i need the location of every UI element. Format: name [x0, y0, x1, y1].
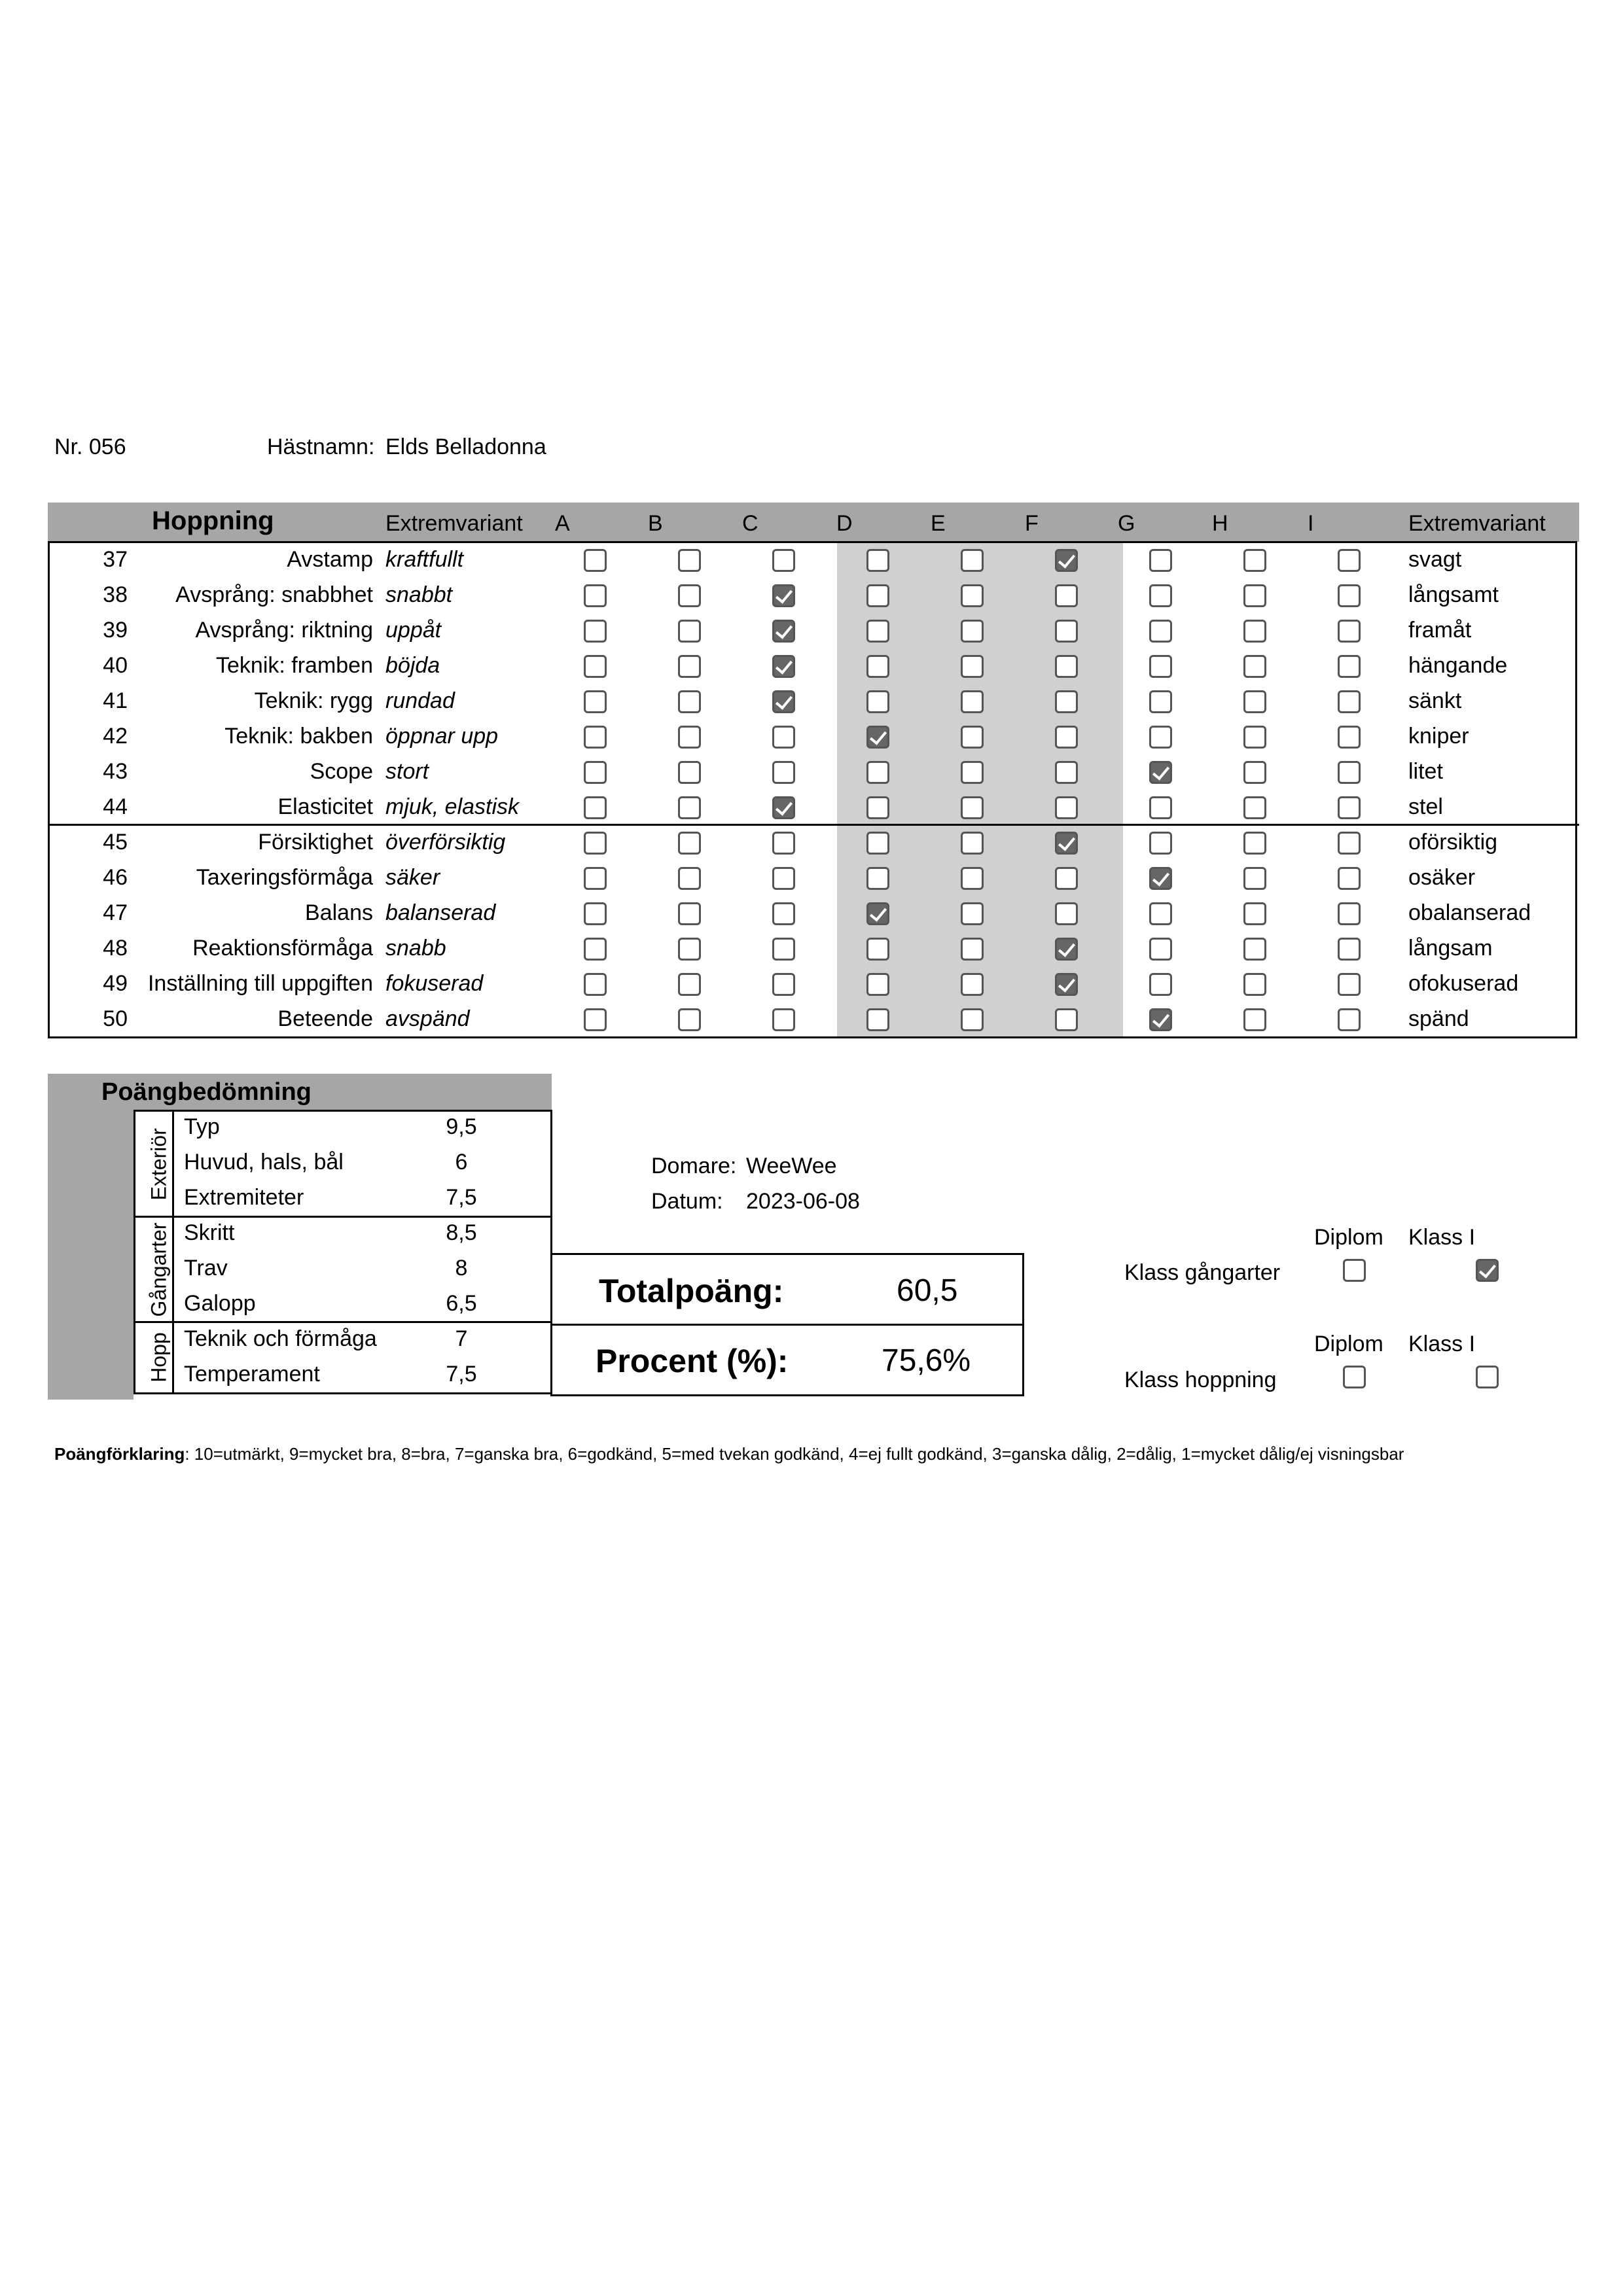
row-left-extreme: snabbt [385, 582, 453, 607]
row-right-extreme: spänd [1408, 1006, 1469, 1031]
grade-checkbox-g[interactable] [1149, 796, 1172, 819]
grade-checkbox-b[interactable] [678, 549, 701, 572]
grade-checkbox-a[interactable] [584, 832, 607, 855]
grade-checkbox-i[interactable] [1338, 938, 1361, 961]
group-label-hopp: Hopp [147, 1332, 171, 1383]
score-item-label: Trav [184, 1256, 228, 1280]
grade-column-header: F [1025, 511, 1039, 536]
grade-checkbox-g[interactable] [1149, 761, 1172, 784]
grade-checkbox-c[interactable] [772, 1008, 795, 1031]
grade-checkbox-d[interactable] [866, 655, 889, 678]
row-right-extreme: ofokuserad [1408, 971, 1519, 996]
grade-checkbox-g[interactable] [1149, 902, 1172, 925]
row-left-extreme: böjda [385, 653, 440, 678]
grade-checkbox-a[interactable] [584, 902, 607, 925]
grade-checkbox-h[interactable] [1243, 655, 1266, 678]
row-label: Avstamp [287, 547, 373, 572]
grade-checkbox-a[interactable] [584, 690, 607, 713]
row-number: 49 [103, 971, 128, 996]
grade-checkbox-c[interactable] [772, 549, 795, 572]
grade-checkbox-i[interactable] [1338, 690, 1361, 713]
grade-checkbox-g[interactable] [1149, 938, 1172, 961]
grade-checkbox-e[interactable] [961, 761, 984, 784]
grade-checkbox-b[interactable] [678, 832, 701, 855]
grade-checkbox-c[interactable] [772, 973, 795, 996]
row-right-extreme: obalanserad [1408, 900, 1531, 925]
grade-checkbox-e[interactable] [961, 796, 984, 819]
score-item-value: 7 [455, 1326, 468, 1351]
grade-checkbox-d[interactable] [866, 832, 889, 855]
score-item-label: Extremiteter [184, 1185, 304, 1210]
grade-checkbox-g[interactable] [1149, 867, 1172, 890]
grade-column-header: C [742, 511, 758, 536]
row-label: Scope [310, 759, 373, 784]
left-extreme-header: Extremvariant [385, 511, 523, 536]
grade-checkbox-b[interactable] [678, 902, 701, 925]
grade-checkbox-f[interactable] [1055, 584, 1078, 607]
datum-label: Datum: [651, 1189, 723, 1214]
klass-hoppning-klass1-checkbox[interactable] [1476, 1366, 1499, 1388]
grade-checkbox-d[interactable] [866, 761, 889, 784]
grade-checkbox-i[interactable] [1338, 620, 1361, 643]
grade-checkbox-f[interactable] [1055, 549, 1078, 572]
row-label: Avsprång: snabbhet [175, 582, 373, 607]
grade-checkbox-c[interactable] [772, 902, 795, 925]
horse-name-label: Hästnamn: [267, 434, 375, 459]
procent-value: 75,6% [882, 1343, 971, 1378]
grade-checkbox-d[interactable] [866, 549, 889, 572]
horse-name-value: Elds Belladonna [385, 434, 546, 459]
group-label-gangarter: Gångarter [147, 1222, 171, 1317]
total-value: 60,5 [897, 1273, 958, 1308]
grade-checkbox-d[interactable] [866, 902, 889, 925]
procent-label: Procent (%): [596, 1343, 789, 1379]
score-item-label: Skritt [184, 1220, 235, 1245]
grade-checkbox-f[interactable] [1055, 796, 1078, 819]
row-left-extreme: balanserad [385, 900, 496, 925]
grade-checkbox-h[interactable] [1243, 690, 1266, 713]
grade-checkbox-c[interactable] [772, 620, 795, 643]
grade-checkbox-f[interactable] [1055, 761, 1078, 784]
grade-checkbox-e[interactable] [961, 655, 984, 678]
grade-checkbox-b[interactable] [678, 867, 701, 890]
grade-checkbox-e[interactable] [961, 549, 984, 572]
score-item-value: 8,5 [446, 1220, 477, 1245]
grade-checkbox-c[interactable] [772, 726, 795, 749]
grade-checkbox-h[interactable] [1243, 796, 1266, 819]
hoppning-header-bar [48, 503, 1579, 542]
score-legend-title: Poängförklaring [54, 1444, 185, 1464]
row-right-extreme: litet [1408, 759, 1443, 784]
grade-checkbox-d[interactable] [866, 938, 889, 961]
row-right-extreme: stel [1408, 794, 1443, 819]
score-legend-text: : 10=utmärkt, 9=mycket bra, 8=bra, 7=ganska bra, 6=godkänd, 5=med tvekan godkänd, 4=ej fullt godkänd, 3=ganska dålig, 2=dålig, 1=mycket dålig/ej visningsbar [185, 1444, 1404, 1464]
grade-checkbox-g[interactable] [1149, 690, 1172, 713]
grade-checkbox-d[interactable] [866, 973, 889, 996]
row-right-extreme: långsamt [1408, 582, 1499, 607]
grade-checkbox-g[interactable] [1149, 620, 1172, 643]
row-left-extreme: mjuk, elastisk [385, 794, 520, 819]
grade-checkbox-i[interactable] [1338, 902, 1361, 925]
row-left-extreme: avspänd [385, 1006, 470, 1031]
grade-checkbox-g[interactable] [1149, 655, 1172, 678]
grade-checkbox-g[interactable] [1149, 832, 1172, 855]
grade-checkbox-e[interactable] [961, 938, 984, 961]
grade-checkbox-g[interactable] [1149, 549, 1172, 572]
klass-hoppning-label: Klass hoppning [1124, 1368, 1277, 1392]
grade-checkbox-i[interactable] [1338, 655, 1361, 678]
row-number: 47 [103, 900, 128, 925]
grade-checkbox-f[interactable] [1055, 867, 1078, 890]
grade-column-header: B [648, 511, 663, 536]
grade-checkbox-i[interactable] [1338, 867, 1361, 890]
grade-checkbox-b[interactable] [678, 1008, 701, 1031]
grade-checkbox-i[interactable] [1338, 832, 1361, 855]
row-number: 46 [103, 865, 128, 890]
grade-checkbox-i[interactable] [1338, 549, 1361, 572]
score-item-value: 7,5 [446, 1185, 477, 1210]
grade-checkbox-a[interactable] [584, 973, 607, 996]
row-left-extreme: rundad [385, 688, 455, 713]
group-name-separator [172, 1110, 174, 1394]
grade-checkbox-f[interactable] [1055, 832, 1078, 855]
row-number: 45 [103, 830, 128, 855]
grade-checkbox-e[interactable] [961, 620, 984, 643]
total-label: Totalpoäng: [599, 1273, 784, 1309]
hoppning-title: Hoppning [152, 506, 274, 535]
grade-checkbox-h[interactable] [1243, 761, 1266, 784]
grade-checkbox-a[interactable] [584, 1008, 607, 1031]
row-label: Teknik: rygg [254, 688, 373, 713]
grade-checkbox-e[interactable] [961, 690, 984, 713]
grade-checkbox-a[interactable] [584, 867, 607, 890]
klass1-header-2: Klass I [1408, 1332, 1476, 1356]
domare-label: Domare: [651, 1154, 737, 1178]
grade-checkbox-b[interactable] [678, 726, 701, 749]
grade-checkbox-d[interactable] [866, 620, 889, 643]
grade-checkbox-e[interactable] [961, 902, 984, 925]
row-label: Inställning till uppgiften [147, 971, 373, 996]
grade-column-header: I [1308, 511, 1314, 536]
row-label: Taxeringsförmåga [196, 865, 373, 890]
grade-column-header: G [1118, 511, 1135, 536]
score-item-value: 9,5 [446, 1114, 477, 1139]
row-label: Försiktighet [258, 830, 373, 855]
grade-checkbox-i[interactable] [1338, 973, 1361, 996]
row-left-extreme: stort [385, 759, 429, 784]
grade-checkbox-e[interactable] [961, 867, 984, 890]
poang-side-bar [48, 1110, 134, 1400]
datum-value: 2023-06-08 [746, 1189, 860, 1214]
score-item-label: Huvud, hals, bål [184, 1150, 344, 1174]
row-label: Beteende [277, 1006, 373, 1031]
grade-checkbox-a[interactable] [584, 620, 607, 643]
grade-checkbox-f[interactable] [1055, 690, 1078, 713]
row-right-extreme: oförsiktig [1408, 830, 1498, 855]
grade-checkbox-h[interactable] [1243, 1008, 1266, 1031]
klass1-header-1: Klass I [1408, 1225, 1476, 1250]
grade-checkbox-h[interactable] [1243, 902, 1266, 925]
grade-checkbox-a[interactable] [584, 655, 607, 678]
grade-checkbox-i[interactable] [1338, 796, 1361, 819]
grade-checkbox-a[interactable] [584, 549, 607, 572]
row-number: 43 [103, 759, 128, 784]
grade-checkbox-h[interactable] [1243, 973, 1266, 996]
grade-checkbox-b[interactable] [678, 973, 701, 996]
row-left-extreme: säker [385, 865, 440, 890]
grade-checkbox-g[interactable] [1149, 973, 1172, 996]
grade-checkbox-e[interactable] [961, 584, 984, 607]
row-right-extreme: sänkt [1408, 688, 1462, 713]
poang-title: Poängbedömning [101, 1078, 312, 1106]
row-left-extreme: öppnar upp [385, 724, 499, 749]
row-right-extreme: hängande [1408, 653, 1508, 678]
score-item-label: Galopp [184, 1291, 256, 1316]
klass-gangarter-klass1-checkbox[interactable] [1476, 1259, 1499, 1282]
row-number: 40 [103, 653, 128, 678]
grade-checkbox-a[interactable] [584, 761, 607, 784]
row-number: 39 [103, 618, 128, 643]
row-right-extreme: kniper [1408, 724, 1469, 749]
row-label: Balans [305, 900, 373, 925]
grade-checkbox-h[interactable] [1243, 867, 1266, 890]
klass-gangarter-label: Klass gångarter [1124, 1260, 1281, 1285]
grade-checkbox-h[interactable] [1243, 726, 1266, 749]
row-number: 50 [103, 1006, 128, 1031]
grade-checkbox-c[interactable] [772, 938, 795, 961]
diplom-header-1: Diplom [1314, 1225, 1383, 1250]
grade-checkbox-b[interactable] [678, 761, 701, 784]
row-number: 37 [103, 547, 128, 572]
row-number: 44 [103, 794, 128, 819]
grade-checkbox-e[interactable] [961, 1008, 984, 1031]
grade-checkbox-d[interactable] [866, 726, 889, 749]
row-left-extreme: uppåt [385, 618, 442, 643]
grade-column-header: E [931, 511, 946, 536]
grade-column-header: H [1212, 511, 1228, 536]
row-right-extreme: osäker [1408, 865, 1476, 890]
grade-checkbox-h[interactable] [1243, 620, 1266, 643]
grade-checkbox-c[interactable] [772, 867, 795, 890]
grade-checkbox-c[interactable] [772, 761, 795, 784]
group-left-border [134, 1110, 135, 1394]
row-label: Elasticitet [277, 794, 373, 819]
score-item-value: 7,5 [446, 1362, 477, 1386]
row-label: Teknik: bakben [224, 724, 373, 749]
grade-checkbox-a[interactable] [584, 584, 607, 607]
row-number: 38 [103, 582, 128, 607]
grade-checkbox-f[interactable] [1055, 620, 1078, 643]
grade-checkbox-f[interactable] [1055, 938, 1078, 961]
klass-hoppning-diplom-checkbox[interactable] [1343, 1366, 1366, 1388]
grade-checkbox-e[interactable] [961, 973, 984, 996]
grade-checkbox-c[interactable] [772, 584, 795, 607]
grade-checkbox-b[interactable] [678, 620, 701, 643]
score-item-value: 6,5 [446, 1291, 477, 1316]
row-label: Reaktionsförmåga [192, 936, 373, 961]
grade-checkbox-b[interactable] [678, 796, 701, 819]
diplom-header-2: Diplom [1314, 1332, 1383, 1356]
score-item-label: Temperament [184, 1362, 320, 1386]
section-divider [48, 824, 1579, 826]
grade-checkbox-d[interactable] [866, 867, 889, 890]
grade-checkbox-h[interactable] [1243, 938, 1266, 961]
grade-checkbox-d[interactable] [866, 796, 889, 819]
grade-checkbox-f[interactable] [1055, 655, 1078, 678]
grade-checkbox-d[interactable] [866, 690, 889, 713]
grade-checkbox-g[interactable] [1149, 584, 1172, 607]
row-right-extreme: framåt [1408, 618, 1472, 643]
row-label: Avsprång: riktning [195, 618, 373, 643]
grade-checkbox-i[interactable] [1338, 1008, 1361, 1031]
grade-checkbox-d[interactable] [866, 584, 889, 607]
klass-gangarter-diplom-checkbox[interactable] [1343, 1259, 1366, 1282]
grade-checkbox-e[interactable] [961, 726, 984, 749]
grade-checkbox-d[interactable] [866, 1008, 889, 1031]
grade-checkbox-f[interactable] [1055, 726, 1078, 749]
grade-checkbox-c[interactable] [772, 655, 795, 678]
hoppning-table [48, 541, 1577, 1038]
grade-checkbox-a[interactable] [584, 796, 607, 819]
row-number: 48 [103, 936, 128, 961]
grade-checkbox-f[interactable] [1055, 902, 1078, 925]
row-right-extreme: svagt [1408, 547, 1462, 572]
row-number: 42 [103, 724, 128, 749]
grade-checkbox-i[interactable] [1338, 726, 1361, 749]
score-legend [54, 1443, 1404, 1464]
score-item-label: Typ [184, 1114, 220, 1139]
grade-checkbox-f[interactable] [1055, 973, 1078, 996]
row-label: Teknik: framben [216, 653, 373, 678]
grade-checkbox-c[interactable] [772, 832, 795, 855]
grade-checkbox-i[interactable] [1338, 761, 1361, 784]
grade-checkbox-a[interactable] [584, 726, 607, 749]
score-item-value: 6 [455, 1150, 468, 1174]
score-item-value: 8 [455, 1256, 468, 1280]
score-item-label: Teknik och förmåga [184, 1326, 377, 1351]
row-left-extreme: överförsiktig [385, 830, 506, 855]
row-number: 41 [103, 688, 128, 713]
row-left-extreme: snabb [385, 936, 446, 961]
row-right-extreme: långsam [1408, 936, 1493, 961]
grade-checkbox-c[interactable] [772, 690, 795, 713]
grade-column-header: A [555, 511, 570, 536]
row-left-extreme: kraftfullt [385, 547, 464, 572]
grade-checkbox-e[interactable] [961, 832, 984, 855]
grade-checkbox-a[interactable] [584, 938, 607, 961]
grade-checkbox-g[interactable] [1149, 1008, 1172, 1031]
grade-checkbox-h[interactable] [1243, 584, 1266, 607]
grade-checkbox-b[interactable] [678, 938, 701, 961]
grade-column-header: D [836, 511, 853, 536]
grade-checkbox-g[interactable] [1149, 726, 1172, 749]
grade-checkbox-h[interactable] [1243, 832, 1266, 855]
grade-checkbox-c[interactable] [772, 796, 795, 819]
grade-checkbox-i[interactable] [1338, 584, 1361, 607]
domare-value: WeeWee [746, 1154, 837, 1178]
grade-checkbox-f[interactable] [1055, 1008, 1078, 1031]
grade-checkbox-b[interactable] [678, 655, 701, 678]
right-extreme-header: Extremvariant [1408, 511, 1546, 536]
nr-label: Nr. 056 [54, 434, 126, 459]
grade-checkbox-b[interactable] [678, 690, 701, 713]
grade-checkbox-b[interactable] [678, 584, 701, 607]
grade-checkbox-h[interactable] [1243, 549, 1266, 572]
group-label-exterior: Exteriör [147, 1128, 171, 1201]
row-left-extreme: fokuserad [385, 971, 484, 996]
